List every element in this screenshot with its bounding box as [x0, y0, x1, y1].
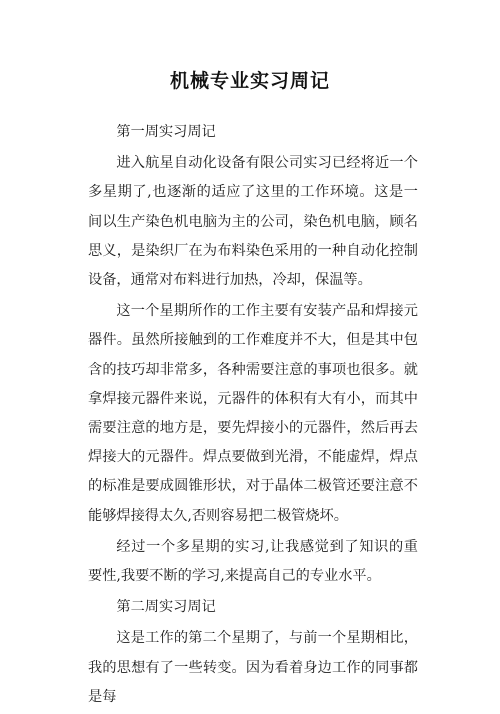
paragraph: 经过一个多星期的实习,让我感觉到了知识的重要性,我要不断的学习,来提高自己的专业水平。 — [88, 538, 418, 585]
paragraph: 这是工作的第二个星期了，与前一个星期相比，我的思想有了一些转变。因为看着身边工作的同事都是每 — [88, 630, 418, 705]
paragraph: 这一个星期所作的工作主要有安装产品和焊接元器件。虽然所接触到的工作难度并不大，但是其中包含的技巧却非常多，各种需要注意的事项也很多。就拿焊接元器件来说，元器件的体积有大有小，而其中需要注意的地方是，要先焊接小的元器件，然后再去焊接大的元器件。焊点要做到光滑，不能虚焊，焊点的标准是要成圆锥形状，对于晶体二极管还要注意不能够焊接得太久,否则容易把二极管烧坏。 — [88, 303, 418, 524]
document-title: 机械专业实习周记 — [169, 70, 330, 92]
section-heading-week-1: 第一周实习周记 — [116, 124, 216, 140]
paragraph: 进入航星自动化设备有限公司实习已经将近一个多星期了,也逐渐的适应了这里的工作环境。这是一间以生产染色机电脑为主的公司，染色机电脑，顾名思义，是染织厂在为布料染色采用的一种自动化控制设备，通常对布料进行加热，冷却，保温等。 — [88, 155, 418, 289]
section-heading-week-2: 第二周实习周记 — [116, 599, 216, 616]
document-body — [88, 118, 418, 714]
